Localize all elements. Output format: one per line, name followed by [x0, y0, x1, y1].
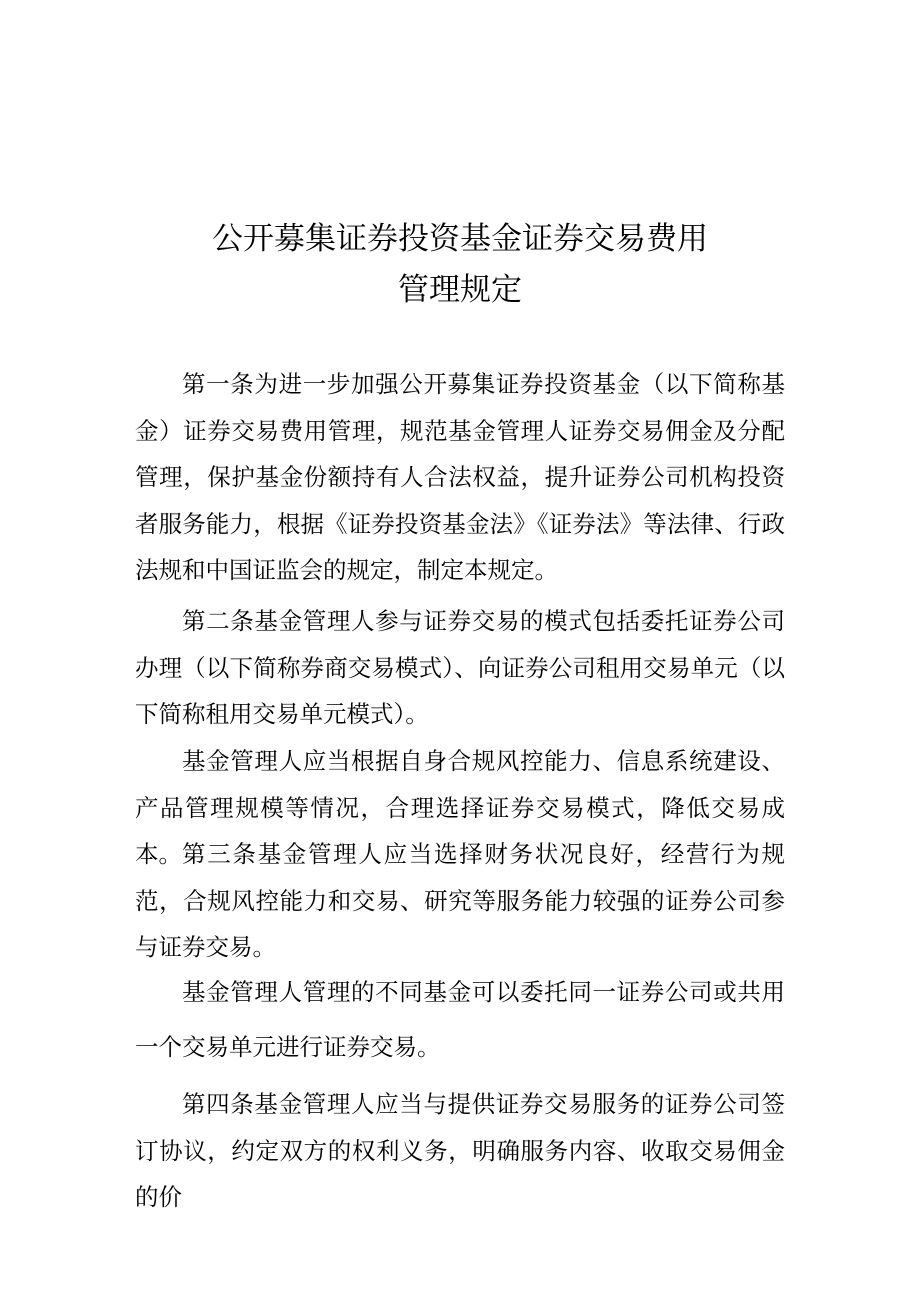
paragraph-article-2: 第二条基金管理人参与证券交易的模式包括委托证券公司办理（以下简称券商交易模式）、向证券公司租用交易单元（以下简称租用交易单元模式）。 — [135, 607, 785, 728]
paragraph-article-3: 第三条基金管理人应当选择财务状况良好，经营行为规范，合规风控能力和交易、研究等服务能力较强的证券公司参与证券交易。 — [135, 840, 785, 961]
paragraph-article-2-continued: 基金管理人应当根据自身合规风控能力、信息系统建设、产品管理规模等情况，合理选择证券交易模式，降低交易成本。 — [135, 747, 785, 868]
document-title-line-1: 公开募集证券投资基金证券交易费用 — [212, 221, 708, 257]
paragraph-article-4: 第四条基金管理人应当与提供证券交易服务的证券公司签订协议，约定双方的权利义务，明确服务内容、收取交易佣金的价 — [135, 1090, 785, 1211]
paragraph-article-3-continued: 基金管理人管理的不同基金可以委托同一证券公司或共用一个交易单元进行证券交易。 — [135, 978, 785, 1061]
paragraph-article-1: 第一条为进一步加强公开募集证券投资基金（以下简称基金）证券交易费用管理，规范基金管理人证券交易佣金及分配管理，保护基金份额持有人合法权益，提升证券公司机构投资者服务能力，根据《证券投资基金法》《证券法》等法律、行政法规和中国证监会的规定，制定本规定。 — [135, 370, 785, 584]
document-title-line-2: 管理规定 — [398, 272, 522, 308]
